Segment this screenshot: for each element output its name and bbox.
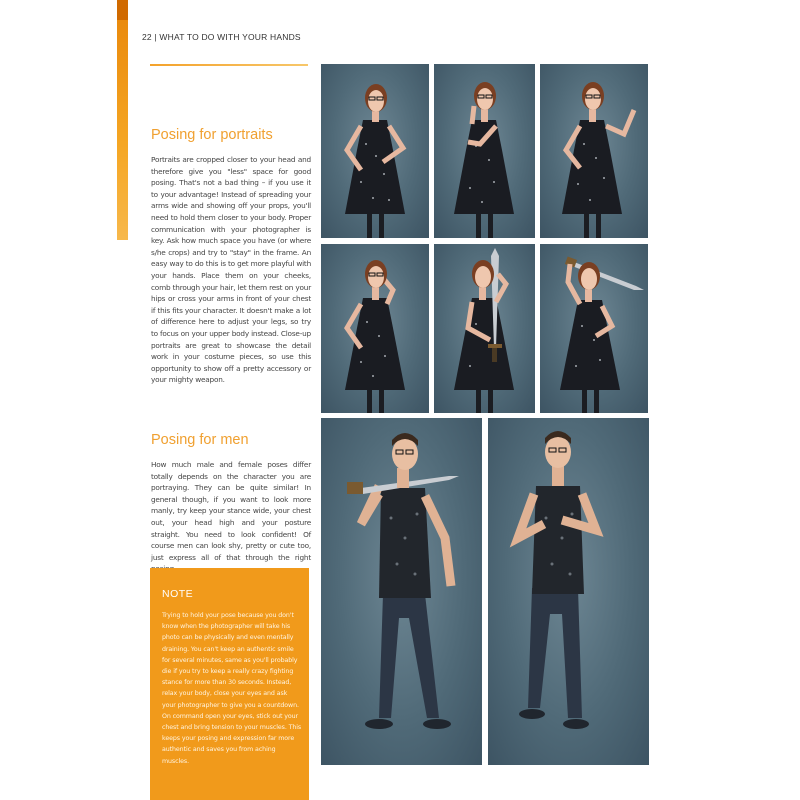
portraits-heading: Posing for portraits [151,127,273,143]
woman-figure [321,64,429,238]
photo-woman-phone-pose [321,244,429,413]
photo-man-adjusting-watch [488,418,649,765]
photo-woman-hand-on-cheek [434,64,535,238]
photo-woman-wave [540,64,648,238]
woman-figure [434,64,535,238]
page-edge-accent-top [117,0,128,20]
woman-figure [540,64,648,238]
woman-figure [540,244,648,413]
portraits-body: Portraits are cropped closer to your head and therefore give you "less" space for good posing. That's not a bad thing – if you use it to your advantage! Instead of spreading your arms wide and showing off your props, you'll need to hold them closer to your body. Proper communication with your photographer is key. Ask how much space you have (or where s/he crops) and try to "stay" in the frame. An easy way to do this is to get more playful with your hands. Place them on your cheeks, comb through your hair, let them rest on your hips or cross your arms in front of your chest if this fits your character. It doesn't make a lot of difference here to adjust your legs, so try to focus on your upper body instead. Close-up portraits are great to showcase the detail work in your costume pieces, so use this opportunity to show off a pretty accessory or your mighty weapon. [151,155,311,385]
running-header [142,32,301,42]
note-body: Trying to hold your pose because you don't know when the photographer will take his photo can be physically and even mentally draining. You can't keep an authentic smile for several minutes, same as you'll probably die if you try to keep a really crazy fighting stance for more than 30 seconds. Instead, relax your body, close your eyes and ask your photographer to give you a countdown. On command open your eyes, stick out your chest and bring tension to your muscles. This keeps your posing and expression far more authentic and saves you from aching muscles. [162,612,302,765]
note-box [150,568,309,800]
men-heading: Posing for men [151,432,249,448]
page-number: 22 [142,32,152,42]
photo-man-sword-shoulder [321,418,482,765]
woman-figure [321,244,429,413]
header-rule [150,64,308,66]
photo-woman-sword-upright [434,244,535,413]
photo-woman-sword-overhead [540,244,648,413]
woman-figure [434,244,535,413]
man-figure [488,418,649,765]
note-title: NOTE [162,588,194,600]
man-figure [321,418,482,765]
page-edge-accent-bar [117,0,128,240]
chapter-title: WHAT TO DO WITH YOUR HANDS [159,32,301,42]
men-body: How much male and female poses differ totally depends on the character you are portraying. They can be quite similar! In general though, if you want to look more manly, try keep your stance wide, your chest out, your head high and your posture straight. You need to look confident! Of course men can look shy, pretty or cute too, just express all of that through the right [151,460,311,562]
photo-woman-hand-on-hip [321,64,429,238]
header-separator: | [154,32,157,42]
